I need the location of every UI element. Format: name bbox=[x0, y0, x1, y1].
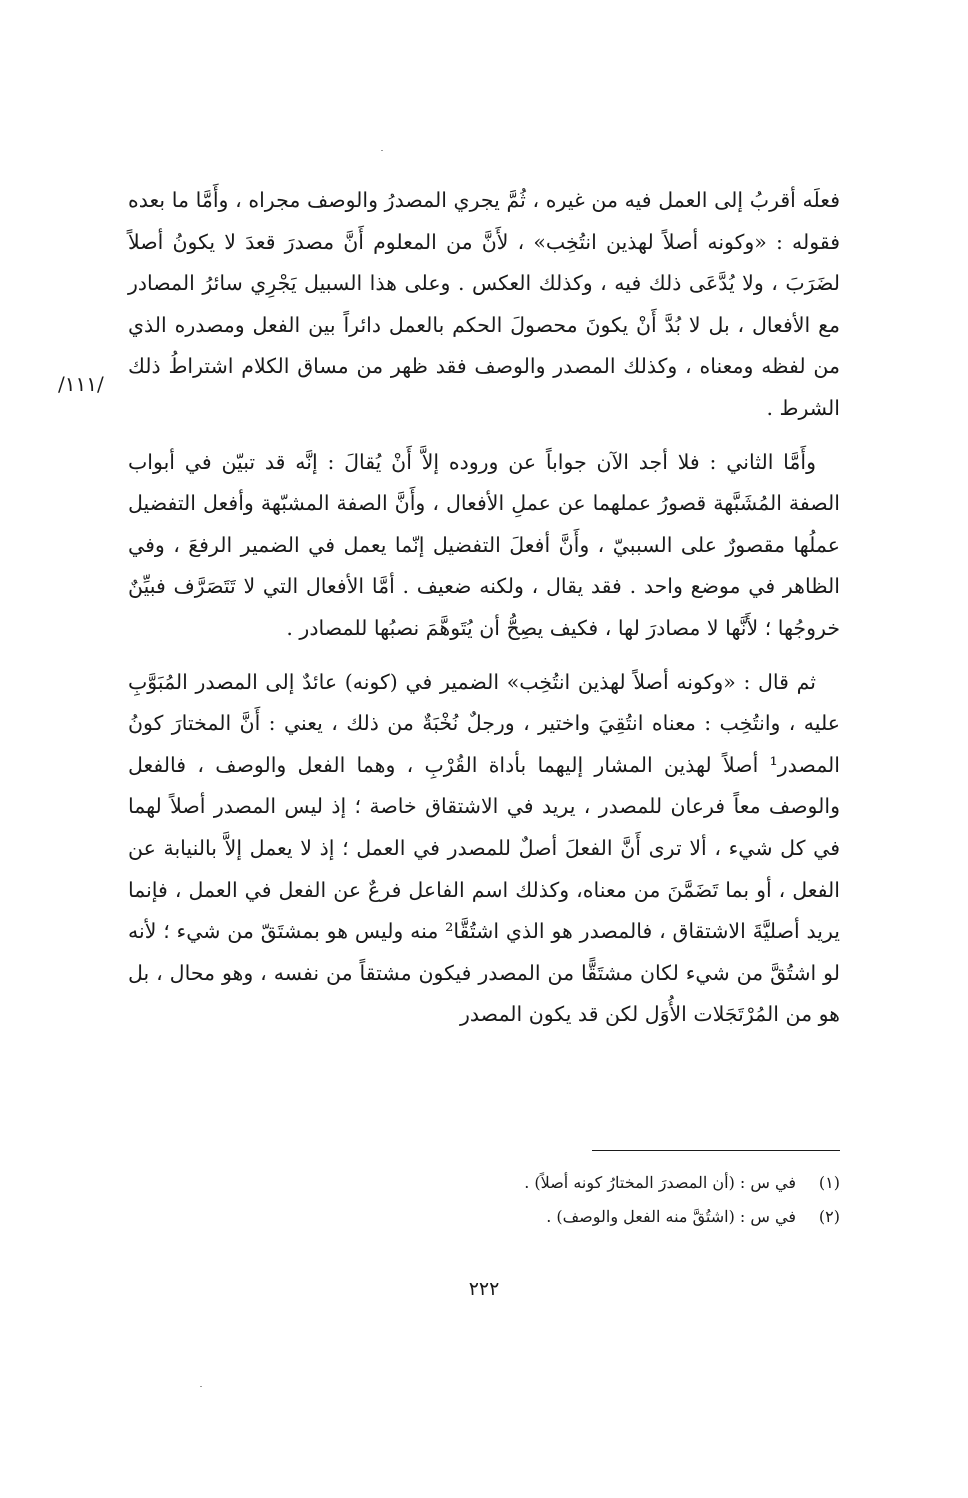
scan-speck bbox=[200, 1386, 202, 1387]
page-number: ٢٢٢ bbox=[468, 1278, 500, 1300]
paragraph-2: وأَمَّا الثاني : فلا أجد الآن جواباً عن وروده إلاَّ أَنْ يُقالَ : إنَّه قد تبيّن في أبواب الصفة المُشَبَّهة قصورُ عملهما عن عملِ الأفعال ، وأَنَّ الصفة المشبّهة وأفعل التفضيل عملُها مقصورٌ على السببيّ ، وأَنَّ أفعلَ التفضيل إنّما يعمل في الضمير الرفعَ ، وفي الظاهر في موضع واحد . فقد يقال ، ولكنه ضعيف . أمَّا الأفعال التي لا تَتَصَرَّف فبيِّنٌ خروجُها ؛ لأَنَّها لا مصادرَ لها ، فكيف يصِحُّ أن يُتَوهَّمَ نصبُها للمصادر . bbox=[128, 449, 840, 640]
footnote-1 bbox=[128, 1166, 840, 1200]
footnote-number: (٢) bbox=[818, 1207, 840, 1226]
footnote-separator bbox=[592, 1150, 840, 1151]
footnotes bbox=[128, 1166, 840, 1234]
paragraph-3: ثم قال : «وكونه أصلاً لهذين انتُخِب» الضمير في (كونه) عائدٌ إلى المصدر المُبَوَّبِ عليه ، وانتُخِب : معناه انتُقِيَ واختير ، ورجلٌ نُخْبَةٌ من ذلك ، يعني : أَنَّ المختارَ كونُ المصدر¹ أصلاً لهذين المشار إليهما بأداة القُرْبِ ، وهما الفعل والوصف ، فالفعل والوصف معاً فرعان للمصدر ، يريد في الاشتقاق خاصة ؛ إذ ليس المصدر أصلاً لهما في كل شيء ، ألا ترى أَنَّ الفعلَ أصلٌ للمصدر في العمل ؛ إذ لا يعمل إلاَّ بالنيابة عن الفعل ، أو بما تَضَمَّنَ من معناه، وكذلك اسم الفاعل فرعٌ عن الفعل في العمل ، فإنما يريد أصليَّةَ الاشتقاق ، فالمصدر هو الذي اشتُقَّا² منه وليس هو بمشتَقّ من شيء ؛ لأنه لو اشتُقَّ من شيء لكان مشتَقًّا من المصدر فيكون مشتقاً من نفسه ، وهو محال ، بل هو من المُرْتَجَلات الأُوَل لكن قد يكون المصدر bbox=[128, 669, 840, 1027]
footnote-text: في س : (أن المصدرَ المختارُ كونه أصلاً) . bbox=[524, 1173, 796, 1192]
footnote-2 bbox=[128, 1200, 840, 1234]
footnote-text: في س : (اشتُقَّ منه الفعل والوصف) . bbox=[546, 1207, 796, 1226]
main-text bbox=[128, 180, 840, 1036]
footnote-number: (١) bbox=[818, 1173, 840, 1192]
margin-folio-note: /١١١/ bbox=[58, 372, 104, 396]
paragraph-1: فعلَه أقربُ إلى العمل فيه من غيره ، ثُمَّ يجري المصدرُ والوصف مجراه ، وأَمَّا ما بعده فقوله : «وكونه أصلاً لهذين انتُخِب» ، لأَنَّ من المعلوم أَنَّ مصدرَ قعدَ لا يكونُ أصلاً لضَرَبَ ، ولا يُدَّعَى ذلك فيه ، وكذلك العكس . وعلى هذا السبيل يَجْرِي سائرُ المصادر مع الأفعال ، بل لا بُدَّ أَنْ يكونَ محصولَ الحكم بالعمل دائراً بين الفعل ومصدره الذي من لفظه ومعناه ، وكذلك المصدر والوصف فقد ظهر من مساق الكلام اشتراطُ ذلك الشرط . bbox=[128, 188, 840, 420]
scan-speck bbox=[381, 150, 383, 151]
